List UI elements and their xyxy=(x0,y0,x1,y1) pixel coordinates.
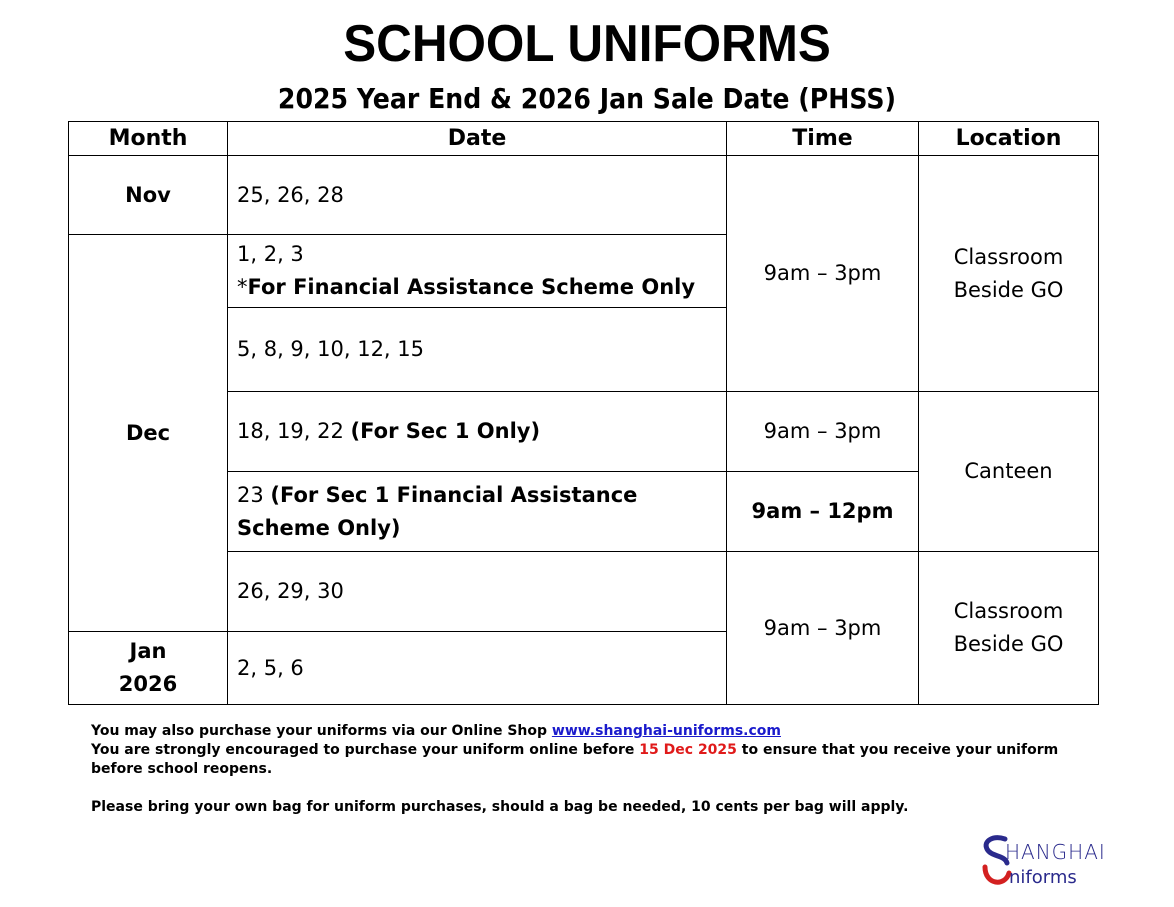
location-line: Beside GO xyxy=(953,632,1064,656)
date-values: 26, 29, 30 xyxy=(237,579,344,603)
month-cell-nov: Nov xyxy=(68,155,228,235)
date-cell xyxy=(227,471,727,552)
column-header-location: Location xyxy=(918,121,1099,156)
month-jan-year: 2026 xyxy=(118,672,178,696)
deadline-text-before: You are strongly encouraged to purchase your uniform online before xyxy=(91,742,640,758)
location-cell: Canteen xyxy=(918,391,1099,552)
svg-text:niforms: niforms xyxy=(1009,867,1077,888)
purchase-deadline-note xyxy=(91,741,1091,779)
month-cell-jan xyxy=(68,631,228,705)
date-values: 5, 8, 9, 10, 12, 15 xyxy=(237,337,425,361)
date-cell xyxy=(227,234,727,308)
location-cell xyxy=(918,155,1099,392)
date-cell xyxy=(227,307,727,392)
column-header-time: Time xyxy=(726,121,919,156)
date-cell xyxy=(227,155,727,235)
location-line: Beside GO xyxy=(953,277,1064,302)
bag-note: Please bring your own bag for uniform purchases, should a bag be needed, 10 cents per bag will apply. xyxy=(91,799,909,815)
page-subtitle: 2025 Year End & 2026 Jan Sale Date (PHSS) xyxy=(277,82,897,115)
online-shop-link[interactable]: www.shanghai-uniforms.com xyxy=(551,723,781,739)
online-shop-note xyxy=(91,722,1091,741)
time-cell: 9am – 3pm xyxy=(726,551,919,705)
time-cell: 9am – 3pm xyxy=(726,391,919,472)
notes-section xyxy=(91,722,1091,817)
date-values: 2, 5, 6 xyxy=(237,655,304,680)
time-cell: 9am – 12pm xyxy=(726,471,919,552)
date-note: (For Sec 1 Financial Assistance Scheme Only) xyxy=(237,482,638,540)
location-cell xyxy=(918,551,1099,705)
time-cell: 9am – 3pm xyxy=(726,155,919,392)
month-cell-dec: Dec xyxy=(68,234,228,632)
date-values: 25, 26, 28 xyxy=(237,182,344,207)
location-line: Classroom xyxy=(953,599,1064,623)
date-cell xyxy=(227,551,727,632)
date-cell xyxy=(227,631,727,705)
month-jan-label: Jan xyxy=(129,639,167,663)
date-values: 18, 19, 22 xyxy=(237,419,351,443)
logo-graphic xyxy=(975,833,1125,893)
date-values: 23 xyxy=(237,482,271,507)
sale-schedule-table xyxy=(68,121,1099,705)
shanghai-uniforms-logo xyxy=(975,833,1125,893)
location-line: Classroom xyxy=(953,244,1064,269)
deadline-text-after: to ensure that you receive your uniform before school reopens. xyxy=(91,742,1059,777)
column-header-date: Date xyxy=(227,121,727,156)
deadline-date: 15 Dec 2025 xyxy=(639,742,737,758)
date-values: 1, 2, 3 xyxy=(237,242,304,266)
page-title: SCHOOL UNIFORMS xyxy=(343,15,831,73)
asterisk-marker: * xyxy=(237,275,248,299)
svg-text:HANGHAI: HANGHAI xyxy=(1005,840,1106,864)
date-note: (For Sec 1 Only) xyxy=(350,419,541,443)
date-note: For Financial Assistance Scheme Only xyxy=(247,275,696,299)
date-cell xyxy=(227,391,727,472)
column-header-month: Month xyxy=(68,121,228,156)
online-shop-text: You may also purchase your uniforms via our Online Shop xyxy=(91,723,552,739)
